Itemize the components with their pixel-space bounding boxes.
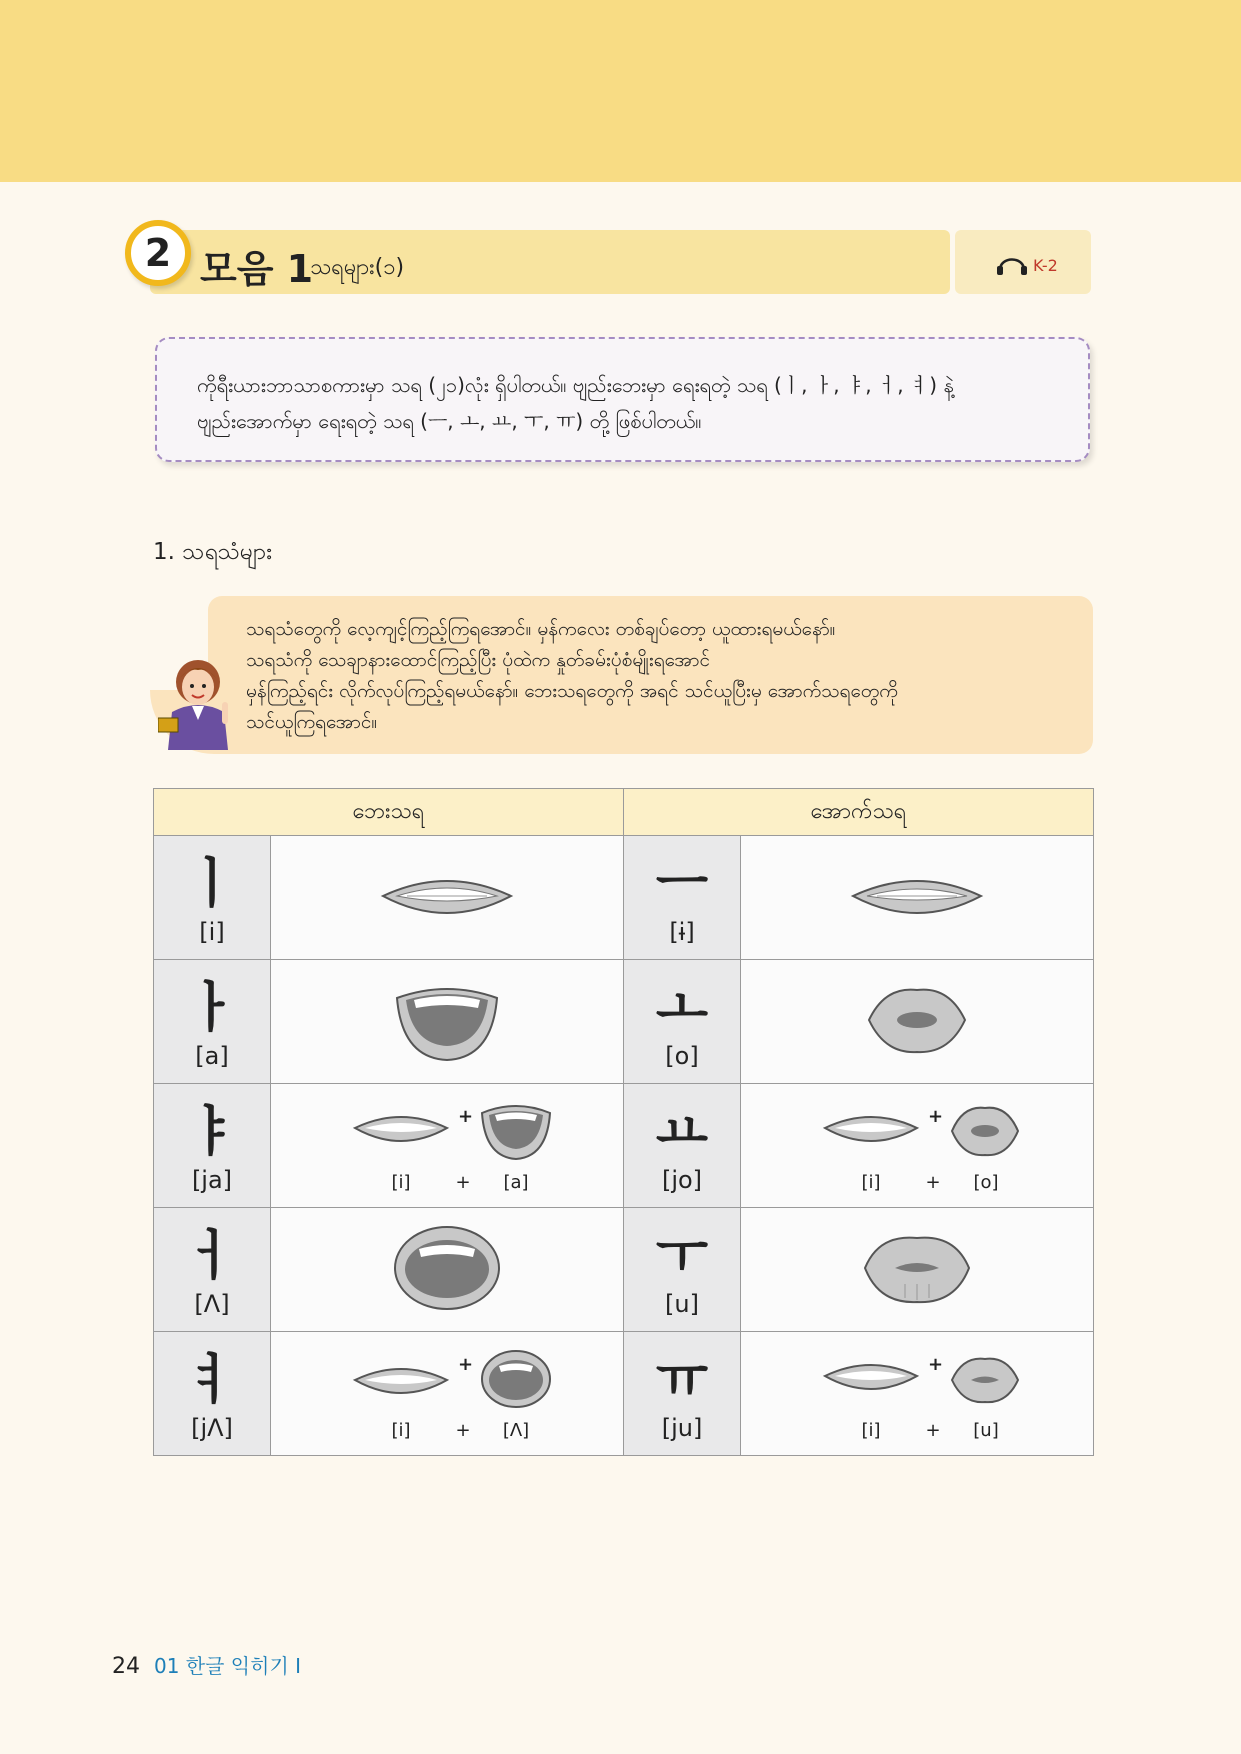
page-number: 24 [112,1654,140,1679]
table-row [154,1332,1094,1456]
vowel-ipa: [jo] [661,1165,703,1194]
mouth-shape-wide [821,1106,921,1150]
mouth-cell [271,960,624,1084]
mouth-shape-round [865,982,969,1058]
mouth-combo-cell [741,1084,1094,1208]
vowel-cell [624,1084,741,1208]
vowel-ipa: [Λ] [194,1289,230,1318]
mouth-cell [741,960,1094,1084]
vowel-table [153,788,1094,1456]
mouth-shape-wide [377,866,517,926]
section-title: 모음 1 [200,247,314,291]
vowel-cell [154,836,271,960]
vowel-glyph: ㅛ [655,1099,709,1163]
note-line-3: မှန်ကြည့်ရင်း လိုက်လုပ်ကြည့်ရမယ်နော်။ ဘေးသရတွေကို အရင် သင်ယူပြီးမှ အောက်သရတွေကို [246,680,898,702]
combo-plus: + [455,1172,471,1193]
plus-sign: + [458,1354,474,1375]
table-row [154,960,1094,1084]
vowel-glyph: ㅕ [185,1347,239,1411]
mouth-combo-cell [741,1332,1094,1456]
intro-box [155,337,1090,462]
mouth-cell [271,836,624,960]
combo-label: [i] [391,1420,411,1441]
combo-plus: + [455,1420,471,1441]
vowel-ipa: [ju] [661,1413,703,1442]
mouth-shape-wide [351,1106,451,1150]
table-row [154,1208,1094,1332]
vowel-cell [624,960,741,1084]
section-subtitle: သရများ(၁) [310,255,405,280]
teacher-note [208,596,1093,754]
vowel-glyph: ㅜ [655,1223,709,1287]
vowel-ipa: [a] [195,1041,229,1070]
mouth-shape-wide [847,866,987,926]
vowel-glyph: ㅗ [655,975,709,1039]
vowel-cell [624,836,741,960]
mouth-shape-oval [479,1348,553,1410]
mouth-combo-cell [271,1332,624,1456]
note-line-4: သင်ယူကြရအောင်။ [246,711,378,733]
plus-sign: + [928,1354,944,1375]
mouth-cell [741,836,1094,960]
mouth-shape-pursed [861,1228,973,1308]
mouth-shape-wide [351,1358,451,1402]
vowel-cell [154,1208,271,1332]
combo-label: [i] [861,1172,881,1193]
top-color-band [0,0,1241,182]
table-row [154,836,1094,960]
teacher-illustration [158,640,248,750]
headphones-icon [995,250,1029,280]
mouth-shape-open [479,1099,553,1161]
combo-plus: + [925,1172,941,1193]
mouth-shape-wide [821,1354,921,1398]
audio-track-link[interactable] [995,250,1058,280]
combo-label: [Λ] [502,1420,530,1441]
header-bottom-vowels: အောက်သရ [624,789,1094,836]
audio-track-code: K-2 [1033,255,1058,275]
vowel-cell [624,1208,741,1332]
vowel-ipa: [ja] [191,1165,233,1194]
intro-line-2: ဗျည်းအောက်မှာ ရေးရတဲ့ သရ (ㅡ, ㅗ, ㅛ, ㅜ, ㅠ) တို့ ဖြစ်ပါတယ်။ [197,409,702,433]
vowel-ipa: [i] [199,917,225,946]
mouth-cell [271,1208,624,1332]
plus-sign: + [458,1106,474,1127]
vowel-glyph: ㅠ [655,1347,709,1411]
vowel-glyph: ㅏ [185,975,239,1039]
mouth-shape-open [392,978,502,1062]
vowel-cell [154,1332,271,1456]
vowel-cell [154,960,271,1084]
mouth-cell [741,1208,1094,1332]
section-number-badge: 2 [125,220,191,286]
mouth-shape-round [949,1102,1021,1160]
vowel-ipa: [ɨ] [669,917,695,946]
note-line-1: သရသံတွေကို လေ့ကျင့်ကြည့်ကြရအောင်။ မှန်ကလေး တစ်ချပ်တော့ ယူထားရမယ်နော်။ [246,618,836,640]
table-row [154,1084,1094,1208]
combo-plus: + [925,1420,941,1441]
mouth-combo-cell [271,1084,624,1208]
header-side-vowels: ဘေးသရ [154,789,624,836]
vowel-cell [624,1332,741,1456]
subheading: 1. သရသံများ [153,539,273,565]
vowel-glyph: ㅓ [185,1223,239,1287]
vowel-glyph: ㅡ [655,851,709,915]
combo-label: [u] [973,1420,999,1441]
combo-label: [o] [973,1172,999,1193]
intro-line-1: ကိုရီးယားဘာသာစကားမှာ သရ (၂၁)လုံး ရှိပါတယ်။ ဗျည်းဘေးမှာ ရေးရတဲ့ သရ (ㅣ, ㅏ, ㅑ, ㅓ, ㅕ) နဲ့ [197,373,954,397]
note-line-2: သရသံကို သေချာနားထောင်ကြည့်ပြီး ပုံထဲက နှုတ်ခမ်းပုံစံမျိုးရအောင် [246,649,711,671]
combo-label: [a] [503,1172,529,1193]
combo-label: [i] [861,1420,881,1441]
vowel-ipa: [jΛ] [191,1413,233,1442]
vowel-ipa: [o] [665,1041,699,1070]
plus-sign: + [928,1106,944,1127]
mouth-shape-pursed [949,1352,1021,1408]
vowel-glyph: ㅑ [185,1099,239,1163]
vowel-glyph: ㅣ [185,851,239,915]
combo-label: [i] [391,1172,411,1193]
page-footer [112,1650,301,1679]
mouth-shape-oval [391,1223,503,1313]
vowel-cell [154,1084,271,1208]
vowel-ipa: [u] [665,1289,699,1318]
chapter-title: 01 한글 익히기 I [154,1654,302,1678]
